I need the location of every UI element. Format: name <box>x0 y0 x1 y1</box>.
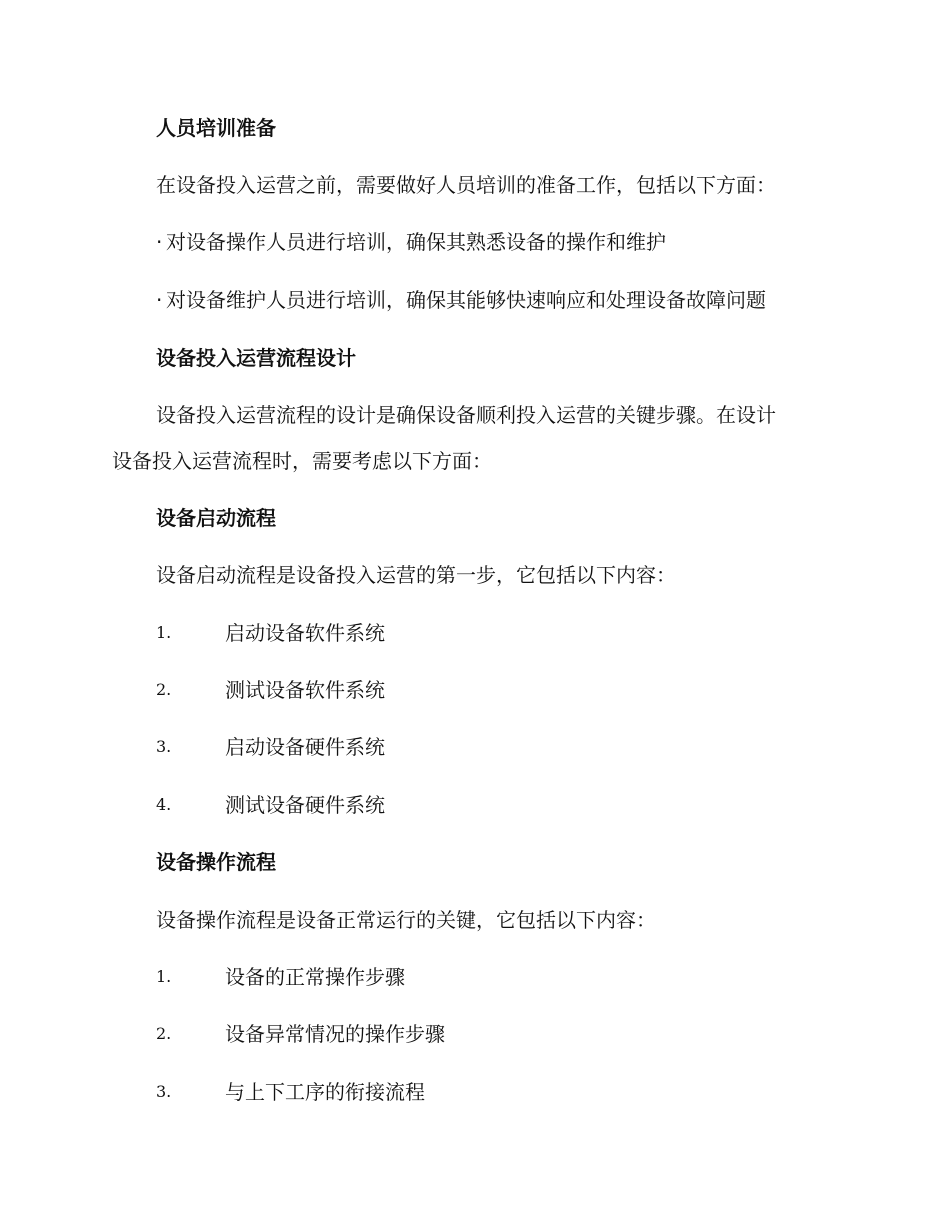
process-paragraph-line-1: 设备投入运营流程的设计是确保设备顺利投入运营的关键步骤。在设计 <box>156 403 776 427</box>
bullet-item <box>156 286 766 314</box>
operation-intro: 设备操作流程是设备正常运行的关键，它包括以下内容： <box>156 908 656 932</box>
list-item: 启动设备软件系统 <box>225 621 385 645</box>
list-number: 2. <box>156 680 172 699</box>
bullet-item <box>156 228 666 256</box>
bullet-text: 对设备操作人员进行培训，确保其熟悉设备的操作和维护 <box>166 230 666 254</box>
section-heading-process: 设备投入运营流程设计 <box>156 346 356 370</box>
list-number: 1. <box>156 967 172 986</box>
bullet-marker: · <box>156 288 163 312</box>
list-number: 1. <box>156 623 172 642</box>
list-number: 2. <box>156 1024 172 1043</box>
list-item: 设备异常情况的操作步骤 <box>225 1022 445 1046</box>
list-number: 3. <box>156 737 172 756</box>
list-item: 测试设备软件系统 <box>225 678 385 702</box>
list-item: 测试设备硬件系统 <box>225 793 385 817</box>
section-heading-startup: 设备启动流程 <box>156 506 276 530</box>
section-heading-training: 人员培训准备 <box>156 116 276 140</box>
bullet-marker: · <box>156 230 163 254</box>
startup-intro: 设备启动流程是设备投入运营的第一步，它包括以下内容： <box>156 563 676 587</box>
bullet-text: 对设备维护人员进行培训，确保其能够快速响应和处理设备故障问题 <box>166 288 766 312</box>
list-item: 启动设备硬件系统 <box>225 735 385 759</box>
process-paragraph-line-2: 设备投入运营流程时，需要考虑以下方面： <box>112 449 492 473</box>
list-item: 设备的正常操作步骤 <box>225 965 405 989</box>
section-heading-operation: 设备操作流程 <box>156 850 276 874</box>
list-number: 3. <box>156 1082 172 1101</box>
training-intro: 在设备投入运营之前，需要做好人员培训的准备工作，包括以下方面： <box>156 173 776 197</box>
list-number: 4. <box>156 795 172 814</box>
list-item: 与上下工序的衔接流程 <box>225 1080 425 1104</box>
